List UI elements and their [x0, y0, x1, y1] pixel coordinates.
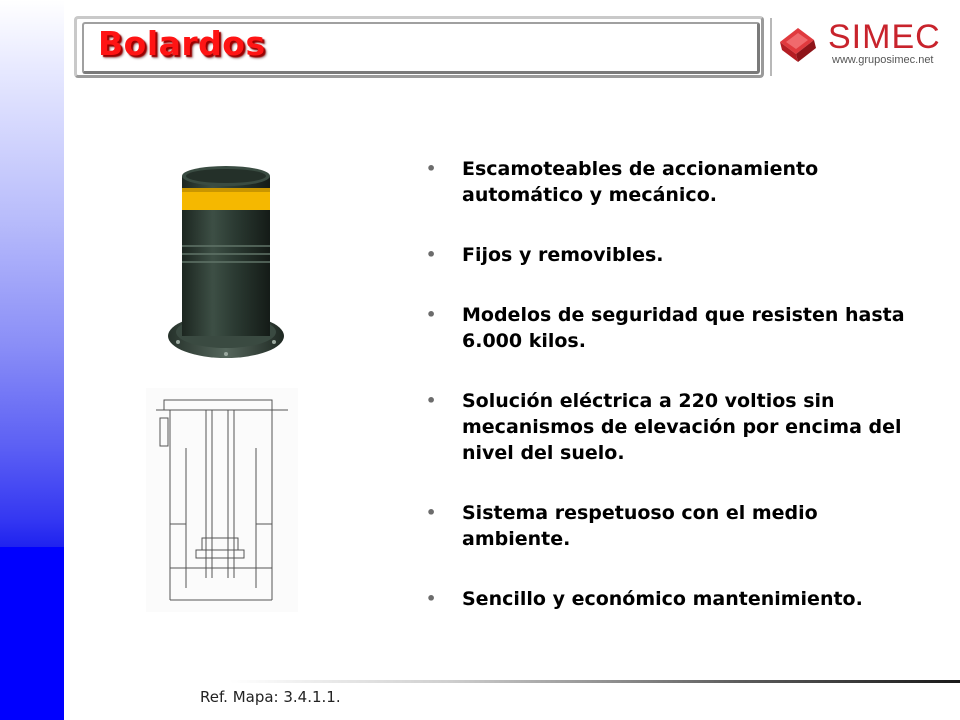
footer-reference: Ref. Mapa: 3.4.1.1. [200, 688, 341, 706]
simec-logo-mark-icon [776, 20, 830, 68]
logo-url: www.gruposimec.net [832, 54, 934, 66]
list-item: • Escamoteables de accionamiento automático y mecánico. [426, 158, 819, 206]
feature-list [426, 156, 926, 646]
list-item: • Modelos de seguridad que resisten hasta 6.000 kilos. [426, 304, 905, 352]
bollard-technical-drawing [146, 388, 298, 612]
list-item: • Sistema respetuoso con el medio ambiente. [426, 502, 818, 550]
list-item: • Fijos y removibles. [426, 244, 664, 266]
list-item: • Sencillo y económico mantenimiento. [426, 588, 863, 610]
bollard-photo [160, 160, 290, 370]
slide-title: Bolardos [98, 24, 266, 63]
title-divider [770, 18, 772, 76]
footer-divider [230, 680, 960, 683]
logo-name: SIMEC [828, 18, 941, 56]
left-gradient-bar [0, 0, 64, 720]
simec-logo [776, 16, 954, 72]
list-item: • Solución eléctrica a 220 voltios sin mecanismos de elevación por encima del nivel del suelo. [426, 390, 902, 464]
